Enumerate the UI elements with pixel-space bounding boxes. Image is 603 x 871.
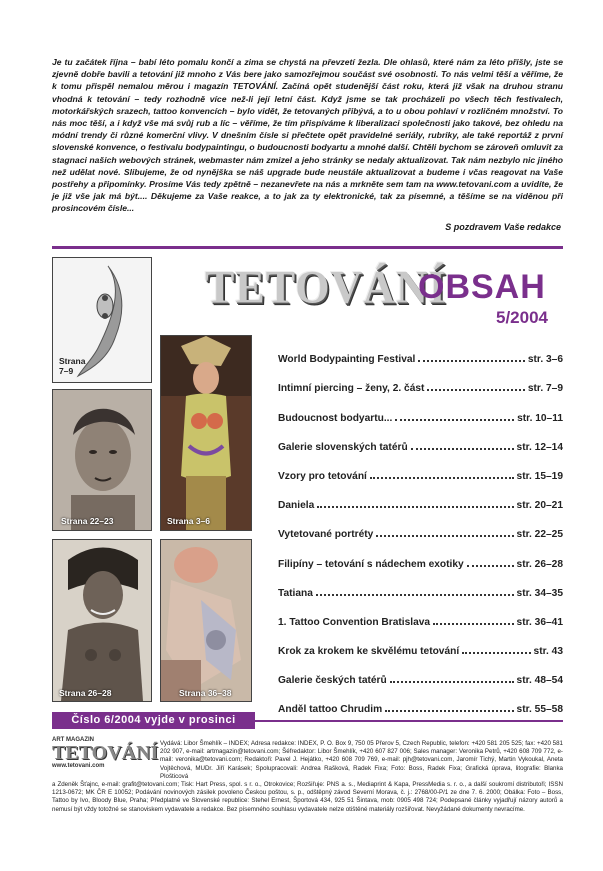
imprint-text-continued: a Zdeněk Šťajnc, e-mail: grafit@tetovani.com; Tisk: Hart Press, spol. s r. o., Otrokovice; Rozšiřuje: PNS a. s., Mediaprint & Kapa, PressMedia s. r. o., a další soukromí distributoři; ISSN 1213-0672; MK ČR E 10052; Podávání novinových zásilek povoleno Českou poštou, s. p., odštěpný závod Severní Morava, č. j.: 2768/00-P/1 ze dne 7. 6. 2000; Obálka: Foto – Boss, Tattoo by Ivo, Bloody Blue, Praha; Předplatné ve Slovenské republice: Stehel Ernest, Športová 434, 925 51 Šintava, mob: 0905 498 724; Podepsané články vyjadřují názory autorů a nemusí být vždy totožné se stanoviskem vydavatele a redakce. Bez písemného souhlasu vydavatele nelze otištěné materiály rozšiřovat. Nevyžádané dokumenty nevracíme. (52, 781, 563, 813)
toc-item[interactable] (278, 628, 563, 657)
toc-title: Budoucnost bodyartu... (278, 412, 393, 424)
toc-leader (376, 535, 513, 537)
toc-leader (462, 652, 530, 654)
filipino-image (53, 540, 151, 701)
editorial-signature: S pozdravem Vaše redakce (445, 222, 561, 232)
toc-pages: str. 15–19 (516, 470, 563, 482)
toc-leader (427, 389, 524, 391)
toc-title: Galerie českých tatérů (278, 675, 387, 687)
toc-title: Krok za krokem ke skvělému tetování (278, 646, 460, 658)
toc-item[interactable] (278, 686, 563, 715)
convention-image (161, 540, 251, 701)
toc-item[interactable] (278, 482, 563, 511)
magazine-title: TETOVÁNÍ (205, 261, 447, 314)
thumb-bodypaint (160, 335, 252, 531)
toc-item[interactable] (278, 511, 563, 540)
toc-item[interactable] (278, 336, 563, 365)
toc-leader (433, 623, 513, 625)
table-of-contents (278, 336, 563, 715)
toc-title: Intimní piercing – ženy, 2. část (278, 383, 425, 395)
toc-pages: str. 3–6 (527, 354, 563, 366)
imprint-text: Vydává: Libor Šmehlík – INDEX; Adresa redakce: INDEX, P. O. Box 9, 750 05 Přerov 5, Czech Republic, telefon: +420 581 205 525; fax: +420 581 202 907, e-mail: artmagazin@tetovani.com; Šéfredaktor: Libor Šmehlík, +420 607 827 006; Sales manager: Veronika Petrů, +420 608 709 772, e-mail: veronika@tetovani.com; Redaktoři: Pavel J. Hejátko, +420 608 709 769, e-mail: pjh@tetovani.com, Jaromír Tichý, Martin Vykoukal, Aneta Vojtěchová, MUDr. Jiří Karásek; Spolupracovali: Andrea Rašková, Radek Fixa; Foto: Boss, Radek Fixa; Grafická úprava, litografie: Blanka Plošticová (160, 740, 563, 780)
toc-title: Vytetované portréty (278, 529, 374, 541)
toc-leader (411, 448, 514, 450)
thumb-caption: Strana 3–6 (167, 516, 210, 526)
toc-item[interactable] (278, 424, 563, 453)
logo-small-text: ART MAGAZIN (52, 737, 94, 743)
toc-title: 1. Tattoo Convention Bratislava (278, 616, 431, 628)
toc-pages: str. 26–28 (516, 558, 563, 570)
thumb-piercing (52, 257, 152, 383)
toc-pages: str. 43 (533, 646, 563, 658)
toc-item[interactable] (278, 394, 563, 423)
toc-title: Vzory pro tetování (278, 470, 367, 482)
toc-leader (316, 594, 514, 596)
toc-pages: str. 10–11 (517, 412, 563, 424)
next-issue-banner: Číslo 6/2004 vyjde v prosinci (52, 712, 255, 729)
editorial-intro: Je tu začátek října – babí léto pomalu končí a zima se chystá na převzetí žezla. Dle ohlasů, které nám za léto přišly, jste se zjevně dobře bavili a tetování již mnoho z Vás bere jako samozřejmou součást své osobnosti. To nás velmi těší a věříme, že k tomu přispěl nemalou měrou i magazín TETOVÁNÍ. Začíná opět studenější část roku, která již však na druhou stranu vhodná k tetování – tedy rozhodně více než-li její letní část. Když jsme se tak procházeli po všech těch festivalech, motorkářských srazech, tattoo konvencích – bylo vidět, že tetovaných přibývá, a to u obou pohlaví v rozličném množství. To nás moc těší, a i když vše má svůj rub a líc – věříme, že tím přispíváme k liberalizaci společnosti jako takové, bez ohledu na módní trendy či různé komerční vlivy. V dnešním čísle si přečtete opět pravidelné seriály, rubriky, ale také reportáž z první slovenské konvence, o festivalu bodypaintingu, o budoucnosti bodyartu a mnohé další. Chtěli bychom se zároveň omluvit za stagnaci našich webových stránek, webmaster nám zmizel a jeho stránky se nedaly aktualizovat. Tak nám nezbylo nic jiného než udělat nové. Slibujeme, že od nynějška se náš upgrade bude neustále aktualizovat a budeme i včas reagovat na Vaše postřehy a připomínky. Prosíme Vás tedy zpětně – nezanevřete na nás a mrkněte sem tam na www.tetovani.com a uvidíte, že je již vše jak má být.... Děkujeme za Vaše reakce, a to jak za ty elektronické, tak za písemné, a těšíme se na viděnou při prosincovém čísle... (52, 57, 563, 214)
toc-title: Galerie slovenských tatérů (278, 441, 408, 453)
contents-heading: OBSAH (418, 268, 546, 306)
toc-leader (370, 477, 514, 479)
toc-pages: str. 55–58 (516, 704, 563, 716)
toc-leader (467, 565, 514, 567)
imprint-logo (52, 737, 159, 769)
toc-pages: str. 36–41 (516, 616, 563, 628)
issue-number: 5/2004 (496, 308, 548, 327)
thumb-caption: Strana 26–28 (59, 688, 112, 698)
toc-item[interactable] (278, 540, 563, 569)
toc-leader (418, 360, 525, 362)
toc-leader (390, 681, 514, 683)
toc-pages: str. 34–35 (516, 587, 563, 599)
toc-title: Tatiana (278, 587, 313, 599)
toc-title: Filipíny – tetování s nádechem exotiky (278, 558, 464, 570)
toc-item[interactable] (278, 599, 563, 628)
toc-item[interactable] (278, 453, 563, 482)
divider-bottom (255, 720, 563, 722)
toc-title: Daniela (278, 500, 315, 512)
toc-pages: str. 22–25 (516, 529, 563, 541)
toc-item[interactable] (278, 365, 563, 394)
toc-pages: str. 48–54 (516, 675, 563, 687)
thumb-caption: Strana 36–38 (179, 688, 232, 698)
logo-url: www.tetovani.com (52, 763, 105, 769)
toc-pages: str. 7–9 (527, 383, 563, 395)
logo-title: TETOVÁNÍ (52, 742, 159, 764)
thumb-portrait (52, 389, 152, 531)
thumb-convention (160, 539, 252, 702)
portrait-image (53, 390, 151, 530)
toc-title: World Bodypainting Festival (278, 354, 416, 366)
toc-leader (385, 710, 513, 712)
toc-item[interactable] (278, 570, 563, 599)
toc-pages: str. 20–21 (516, 500, 563, 512)
toc-leader (317, 506, 513, 508)
thumb-filipino (52, 539, 152, 702)
thumb-caption: Strana 22–23 (61, 516, 114, 526)
toc-leader (395, 419, 514, 421)
bodypaint-image (161, 336, 251, 530)
divider-top (52, 246, 563, 249)
toc-title: Anděl tattoo Chrudim (278, 704, 383, 716)
toc-pages: str. 12–14 (516, 441, 563, 453)
thumb-caption: Strana 7–9 (59, 356, 86, 376)
toc-item[interactable] (278, 657, 563, 686)
